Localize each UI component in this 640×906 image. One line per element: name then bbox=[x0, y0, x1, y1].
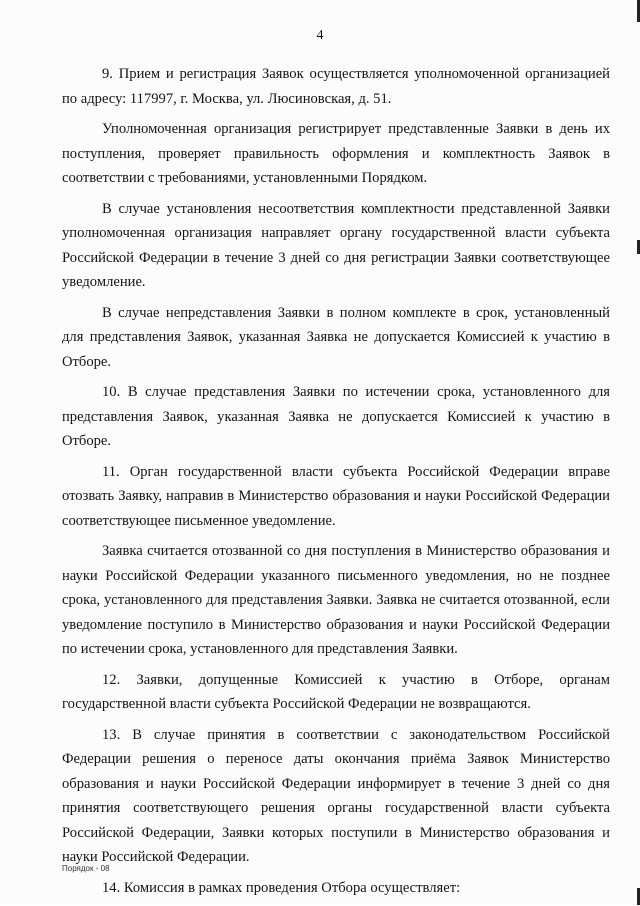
paragraph-10: 10. В случае представления Заявки по истечении срока, установленного для представления Заявок, указанная Заявка не допускается Комиссией к участию в Отборе. bbox=[62, 384, 610, 449]
paragraph-14: 14. Комиссия в рамках проведения Отбора осуществляет: bbox=[102, 879, 461, 896]
paragraph-11: 11. Орган государственной власти субъекта Российской Федерации вправе отозвать Заявку, направив в Министерство образования и науки Российской Федерации соответствующее письменное уведомление. bbox=[62, 463, 610, 529]
footer-code: Порядок - 08 bbox=[62, 864, 110, 873]
paragraph-13: 13. В случае принятия в соответствии с законодательством Российской Федерации решения о переносе даты окончания приёма Заявок Министерство образования и науки Российской Федерации информирует в течение 3 дней со дня принятия соответствующего решения органы государственной власти субъекта Российской Федерации, Заявки которых поступили в Министерство образования и науки Российской Федерации. bbox=[62, 726, 610, 865]
document-body bbox=[62, 62, 610, 906]
paragraph-12: 12. Заявки, допущенные Комиссией к участию в Отборе, органам государственной власти субъекта Российской Федерации не возвращаются. bbox=[62, 671, 610, 712]
paragraph-not-submitted: В случае непредставления Заявки в полном комплекте в срок, установленный для представления Заявок, указанная Заявка не допускается Комиссией к участию в Отборе. bbox=[62, 304, 610, 370]
paragraph-9: 9. Прием и регистрация Заявок осуществляется уполномоченной организацией по адресу: 117997, г. Москва, ул. Люсиновская, д. 51. bbox=[62, 66, 610, 107]
paragraph-withdrawal: Заявка считается отозванной со дня поступления в Министерство образования и науки Российской Федерации указанного письменного уведомления, но не позднее срока, установленного для представления Заявки. Заявка не считается отозванной, если уведомление поступило в Министерство образования и науки Российской Федерации по истечении срока, установленного для представления Заявки. bbox=[62, 543, 610, 657]
paragraph-registration: Уполномоченная организация регистрирует представленные Заявки в день их поступления, проверяет правильность оформления и комплектность Заявок в соответствии с требованиями, установленными Порядком. bbox=[62, 121, 610, 186]
page-number: 4 bbox=[316, 28, 324, 43]
paragraph-incompleteness: В случае установления несоответствия комплектности представленной Заявки уполномоченная организация направляет органу государственной власти субъекта Российской Федерации в течение 3 дней со дня регистрации Заявки соответствующее уведомление. bbox=[62, 200, 610, 290]
